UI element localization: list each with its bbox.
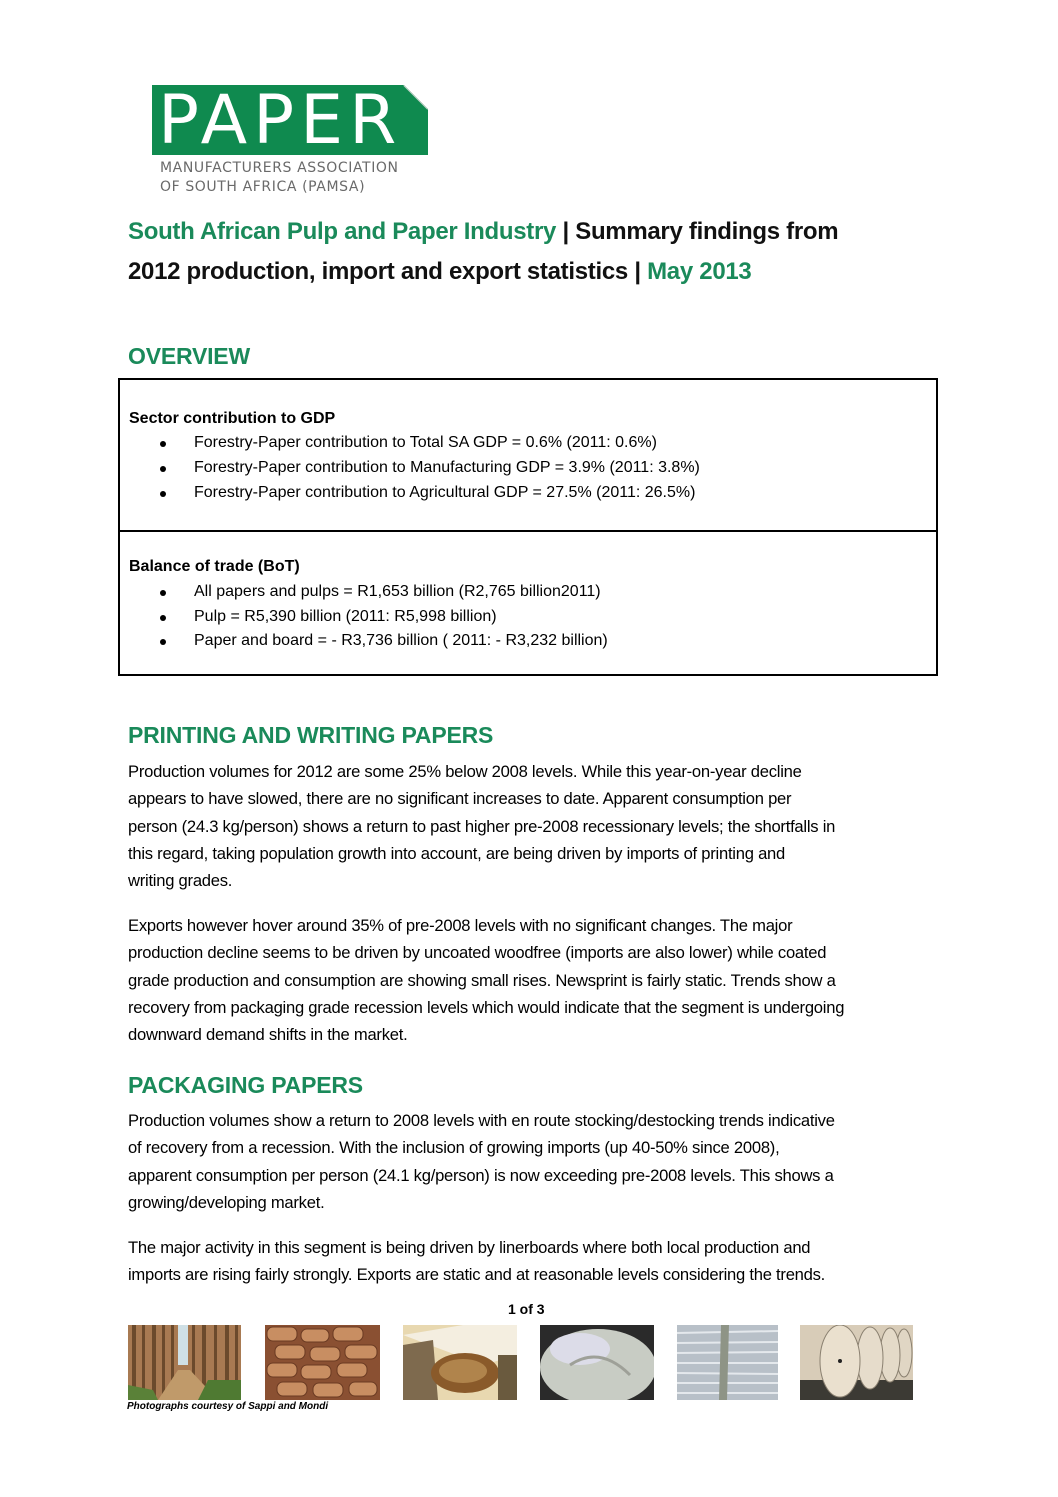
title-date: May 2013 [647, 258, 752, 285]
printing-heading: PRINTING AND WRITING PAPERS [128, 722, 494, 748]
printing-paragraph-2: Exports however hover around 35% of pre-2008 levels with no significant changes. The major production decline seems to be driven by uncoated woodfree (imports are also lower) while coated grade production and consumption are showing small rises. Newsprint is fairly static. Trends show a recovery from packaging grade recession levels which would indicate that the segment is undergoing downward demand shifts in the market. [128, 916, 845, 1045]
pulp-photo [540, 1325, 654, 1400]
overview-box: Sector contribution to GDP Forestry-Paper contribution to Total SA GDP = 0.6% (2011: 0.6%) Forestry-Paper contribution to Manufacturing GDP = 3.9% (2011: 3.8%) Forestry-Paper contribution to Agricultural GDP = 27.5% (2011: 26.5%) Balance of trade (BoT) All papers and pulps = R1,653 billion (R2,765 billion2011) Pulp = R5,390 billion (2011: R5,998 billion) Paper and board = - R3,736 billion ( 2011: - R3,232 billion) [118, 378, 938, 676]
paper-rolls-photo [800, 1325, 913, 1400]
bullet-icon [160, 639, 166, 645]
title-industry: South African Pulp and Paper Industry [128, 218, 557, 245]
packaging-heading: PACKAGING PAPERS [128, 1072, 363, 1098]
bullet-icon [160, 466, 166, 472]
bullet-icon [160, 590, 166, 596]
forest-photo [128, 1325, 241, 1400]
logo-subtitle-line1: MANUFACTURERS ASSOCIATION [160, 160, 399, 176]
logs-photo [265, 1325, 380, 1400]
pamsa-logo [152, 81, 428, 160]
page-title-line1 [128, 218, 838, 246]
gdp-heading: Sector contribution to GDP [129, 410, 336, 427]
overview-heading: OVERVIEW [128, 343, 250, 369]
title-separator: | [562, 218, 569, 245]
packaging-paragraph-1: Production volumes show a return to 2008 levels with en route stocking/destocking trends indicative of recovery from a recession. With the inclusion of growing imports (up 40-50% since 2008), apparent consumption per person (24.1 kg/person) is now exceeding pre-2008 levels. This shows a growing/developing market. [128, 1111, 835, 1212]
title-summary: Summary findings from [575, 218, 839, 245]
bullet-icon [160, 615, 166, 621]
page-title-line2 [128, 258, 751, 286]
logo-word: PAPER [158, 81, 403, 160]
logo-subtitle-line2: OF SOUTH AFRICA (PAMSA) [160, 179, 366, 195]
packaging-paragraph-2: The major activity in this segment is being driven by linerboards where both local production and imports are rising fairly strongly. Exports are static and at reasonable levels considering the trends. [128, 1238, 826, 1285]
bullet-icon [160, 491, 166, 497]
title-separator-2: | [634, 258, 641, 285]
title-statistics: 2012 production, import and export statistics [128, 258, 628, 285]
bot-heading: Balance of trade (BoT) [129, 558, 300, 575]
paper-stack-photo [677, 1325, 778, 1400]
printing-paragraph-1: Production volumes for 2012 are some 25% below 2008 levels. While this year-on-year decline appears to have slowed, there are no significant increases to date. Apparent consumption per person (24.3 kg/person) shows a return to past higher pre-2008 recessionary levels; the shortfalls in this regard, taking population growth into account, are being driven by imports of printing and writing grades. [128, 762, 836, 891]
page-number: 1 of 3 [508, 1301, 545, 1317]
photo-credit: Photographs courtesy of Sappi and Mondi [127, 1401, 329, 1412]
wood-chips-photo [403, 1325, 517, 1400]
bullet-icon [160, 441, 166, 447]
overview-divider [120, 530, 936, 532]
